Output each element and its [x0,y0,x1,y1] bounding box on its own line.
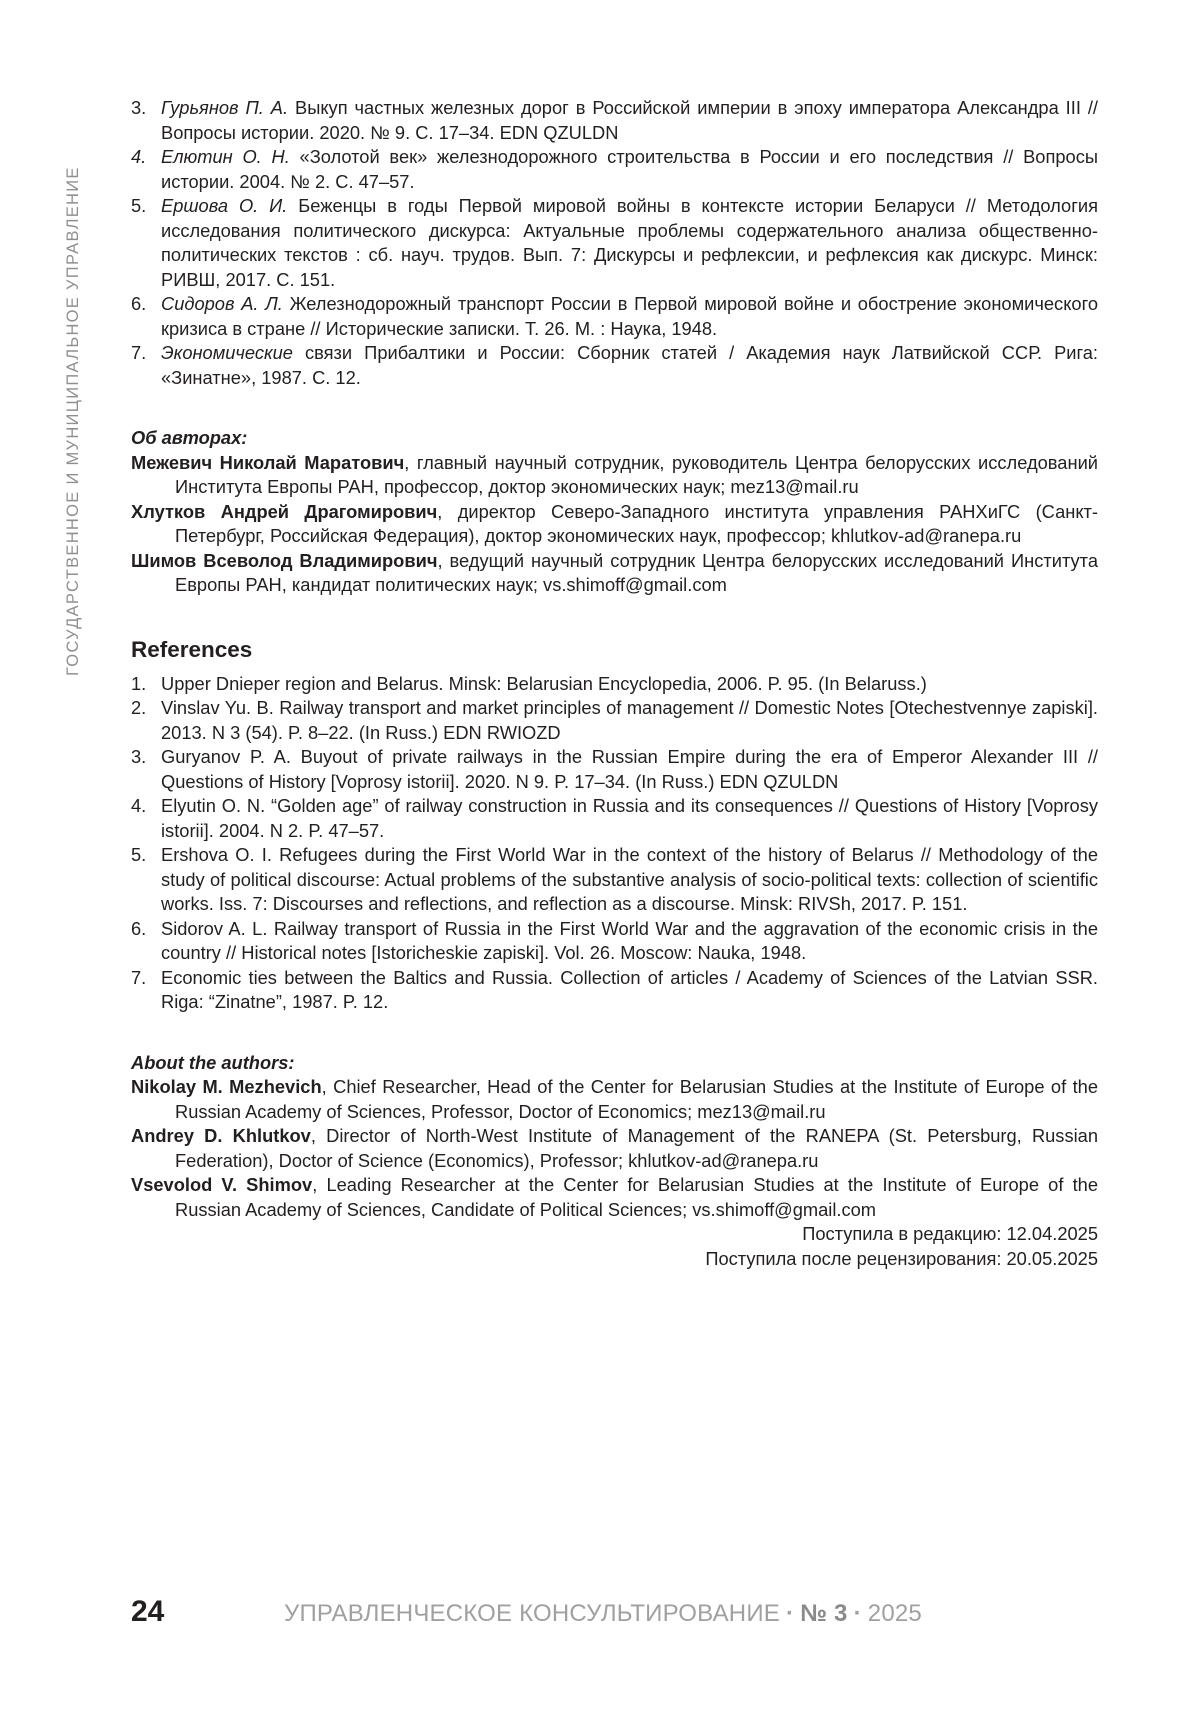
list-item [131,794,1098,843]
reference-text: Guryanov P. A. Buyout of private railways in the Russian Empire during the era of Emperor Alexander III // Questions of History [Voprosy istorii]. 2020. N 9. P. 17–34. (In Russ.) EDN QZULDN [161,746,1098,792]
reference-text: Выкуп частных железных дорог в Российской империи в эпоху императора Александра III // Вопросы истории. 2020. № 9. С. 17–34. EDN QZULDN [161,97,1098,143]
reference-text: Elyutin O. N. “Golden age” of railway construction in Russia and its consequences // Questions of History [Voprosy istorii]. 2004. N 2. P. 47–57. [161,795,1098,841]
journal-name: УПРАВЛЕНЧЕСКОЕ КОНСУЛЬТИРОВАНИЕ [284,1600,780,1627]
author-name: Шимов Всеволод Владимирович [131,549,438,571]
article-content [131,96,1098,1271]
separator-dot: · [786,1600,795,1627]
reference-number: 3. [131,97,147,118]
reviewed-date: Поступила после рецензирования: 20.05.2025 [705,1247,1098,1269]
reference-text: Ershova O. I. Refugees during the First World War in the context of the history of Belarus // Methodology of the study of political discourse: Actual problems of the substantive analysis of socio-political texts: collection of scientific works. Iss. 7: Discourses and reflections, and reflection as a discourse. Minsk: RIVSh, 2017. P. 151. [161,844,1098,914]
author-name: Межевич Николай Маратович [131,451,405,473]
list-item [131,194,1098,292]
reference-text: Vinslav Yu. B. Railway transport and market principles of management // Domestic Notes [Otechestvennye zapiski]. 2013. N 3 (54). P. 8–22. (In Russ.) EDN RWIOZD [161,697,1098,743]
author-entry [131,549,1098,598]
author-details: , главный научный сотрудник, руководитель Центра белорусских исследований Института Европы РАН, профессор, доктор экономических наук; mez13@mail.ru [175,451,1098,497]
list-item [131,292,1098,341]
reference-author: Елютин О. Н. [161,146,290,167]
reference-number: 5. [131,195,147,216]
russian-references-list [131,96,1098,390]
author-details: , директор Северо-Западного института управления РАНХиГС (Санкт-Петербург, Российская Федерация), доктор экономических наук, профессор; khlutkov-ad@ranepa.ru [175,500,1098,546]
list-item [131,745,1098,794]
reference-number: 4. [131,795,147,816]
list-item [131,966,1098,1015]
reference-number: 1. [131,672,147,694]
reference-number: 3. [131,746,147,767]
author-entry [131,1075,1098,1124]
reference-text: Sidorov A. L. Railway transport of Russia in the First World War and the aggravation of the economic crisis in the country // Historical notes [Istoricheskie zapiski]. Vol. 26. Moscow: Nauka, 1948. [161,917,1098,963]
section-side-label: ГОСУДАРСТВЕННОЕ И МУНИЦИПАЛЬНОЕ УПРАВЛЕНИЕ [64,166,82,676]
references-heading: References [131,636,253,662]
author-details: , Director of North-West Institute of Management of the RANEPA (St. Petersburg, Russian Federation), Doctor of Science (Economics), Professor; khlutkov-ad@ranepa.ru [175,1125,1098,1171]
page-footer [131,1594,1100,1630]
reference-text: Железнодорожный транспорт России в Первой мировой войне и обострение экономического кризиса в стране // Исторические записки. Т. 26. М. : Наука, 1948. [161,293,1098,339]
reference-author: Ершова О. И. [161,195,288,216]
english-references-list [131,672,1098,1015]
reference-number: 6. [131,293,147,314]
issue-number: № 3 [800,1600,848,1627]
reference-author: Сидоров А. Л. [161,293,283,314]
list-item [131,672,1098,697]
reference-number: 5. [131,844,147,865]
author-details: , ведущий научный сотрудник Центра белорусских исследований Института Европы РАН, кандидат политических наук; vs.shimoff@gmail.com [175,549,1098,595]
list-item [131,843,1098,917]
author-entry [131,451,1098,500]
page-number: 24 [131,1595,165,1628]
issue-year: 2025 [867,1600,922,1627]
reference-number: 7. [131,342,147,363]
reference-text: Беженцы в годы Первой мировой войны в контексте истории Беларуси // Методология исследования политического дискурса: Актуальные проблемы содержательного анализа общественно-политических текстов : сб. науч. трудов. Вып. 7: Дискурсы и рефлексии, и рефлексия как дискурс. Минск: РИВШ, 2017. С. 151. [161,195,1098,290]
author-name: Andrey D. Khlutkov [131,1125,311,1146]
list-item [131,96,1098,145]
reference-text: «Золотой век» железнодорожного строительства в России и его последствия // Вопросы истории. 2004. № 2. С. 47–57. [161,146,1098,192]
author-details: , Chief Researcher, Head of the Center for Belarusian Studies at the Institute of Europe of the Russian Academy of Sciences, Professor, Doctor of Economics; mez13@mail.ru [175,1076,1098,1122]
reference-author: Экономические [161,342,293,363]
reference-number: 2. [131,697,147,718]
received-date: Поступила в редакцию: 12.04.2025 [802,1223,1098,1244]
separator-dot: · [853,1600,862,1627]
reference-number: 6. [131,917,147,939]
reference-number: 7. [131,966,147,988]
english-authors-block [131,1051,1098,1223]
authors-heading: About the authors: [131,1051,295,1073]
author-entry [131,500,1098,549]
list-item [131,696,1098,745]
reference-text: Upper Dnieper region and Belarus. Minsk: Belarusian Encyclopedia, 2006. P. 95. (In Belaruss.) [161,672,927,694]
author-name: Хлутков Андрей Драгомирович [131,500,438,522]
author-details: , Leading Researcher at the Center for Belarusian Studies at the Institute of Europe of the Russian Academy of Sciences, Candidate of Political Sciences; vs.shimoff@gmail.com [175,1174,1098,1220]
author-entry [131,1173,1098,1222]
reference-text: Economic ties between the Baltics and Russia. Collection of articles / Academy of Sciences of the Latvian SSR. Riga: “Zinatne”, 1987. P. 12. [161,966,1098,1012]
list-item [131,145,1098,194]
authors-heading: Об авторах: [131,427,248,448]
author-name: Nikolay M. Mezhevich [131,1076,322,1097]
journal-running-title [284,1599,922,1629]
reference-text: связи Прибалтики и России: Сборник статей / Академия наук Латвийской ССР. Рига: «Зинатне», 1987. С. 12. [161,342,1098,388]
list-item [131,917,1098,966]
author-name: Vsevolod V. Shimov [131,1174,313,1195]
list-item [131,341,1098,390]
author-entry [131,1124,1098,1173]
russian-authors-block [131,426,1098,598]
reference-author: Гурьянов П. А. [161,97,289,118]
reference-number: 4. [131,146,147,167]
